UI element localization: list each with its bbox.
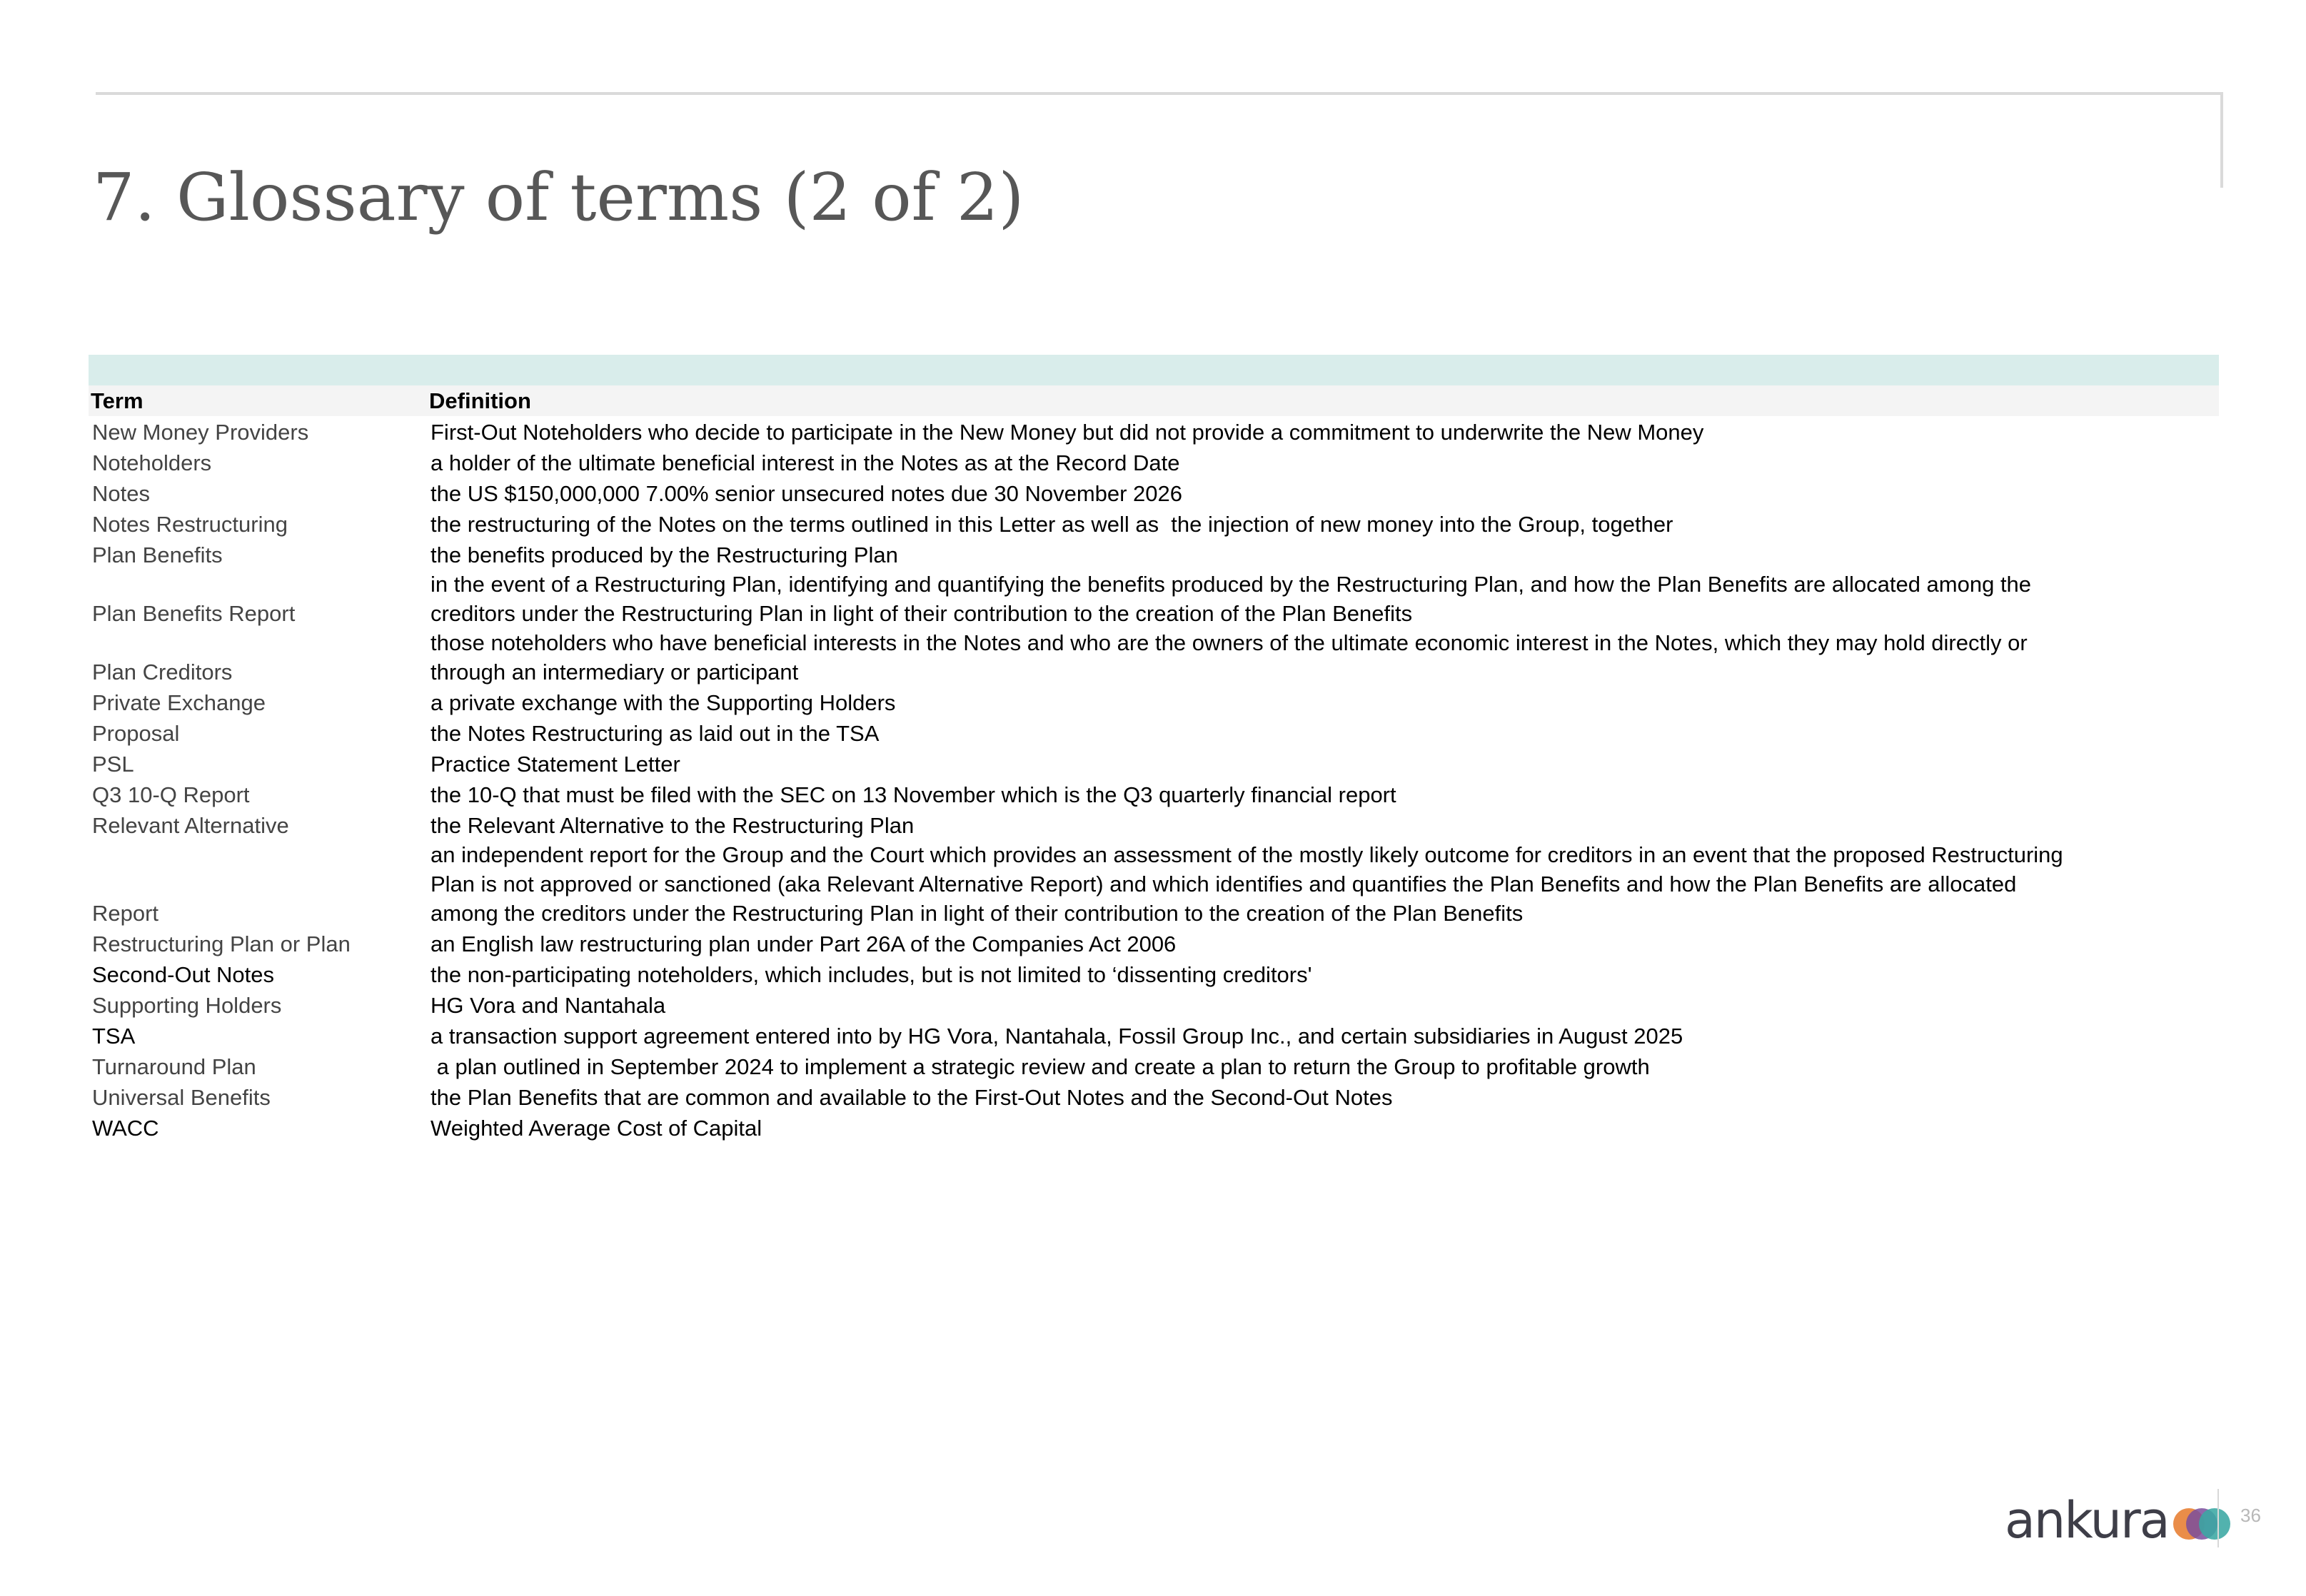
term-cell: Private Exchange: [92, 690, 266, 715]
term-cell: Report: [92, 901, 159, 926]
table-row: [89, 779, 2219, 809]
table-row: [89, 1020, 2219, 1051]
table-row: [89, 748, 2219, 779]
term-cell: TSA: [92, 1024, 136, 1049]
definition-cell: [427, 1083, 2219, 1112]
definition-column-header: Definition: [429, 388, 531, 413]
definition-line: among the creditors under the Restructuring Plan in light of their contribution to the creation of the Plan Benefits: [431, 901, 1524, 926]
definition-cell: [427, 991, 2219, 1020]
definition-line: in the event of a Restructuring Plan, identifying and quantifying the benefits produced by the Restructuring Plan, and how the Plan Benefits are allocated among the: [431, 572, 2032, 597]
definition-cell: [427, 688, 2219, 717]
definition-line: the non-participating noteholders, which includes, but is not limited to ‘dissenting creditors': [431, 962, 1312, 987]
glossary-table: [89, 385, 2219, 1143]
definition-cell: [427, 780, 2219, 809]
footer-divider: [2217, 1489, 2219, 1547]
definition-cell: [427, 749, 2219, 779]
term-cell: New Money Providers: [92, 420, 309, 445]
definition-cell: [427, 540, 2219, 570]
definition-cell: [427, 448, 2219, 478]
definition-cell: [427, 418, 2219, 447]
definition-line: the Plan Benefits that are common and available to the First-Out Notes and the Second-Out Notes: [431, 1085, 1393, 1110]
page-number: 36: [2240, 1505, 2261, 1526]
definition-line: the US $150,000,000 7.00% senior unsecured notes due 30 November 2026: [431, 481, 1183, 506]
term-cell: Relevant Alternative: [92, 813, 289, 838]
definition-cell: [427, 1113, 2219, 1143]
definition-line: Practice Statement Letter: [431, 752, 680, 777]
glossary-rows: [89, 416, 2219, 1143]
term-cell: Supporting Holders: [92, 993, 282, 1018]
definition-line: a transaction support agreement entered into by HG Vora, Nantahala, Fossil Group Inc., and certain subsidiaries in August 2025: [431, 1024, 1683, 1049]
corner-divider: [2220, 92, 2223, 188]
table-row: [89, 959, 2219, 989]
table-row: [89, 1112, 2219, 1143]
definition-line: HG Vora and Nantahala: [431, 993, 666, 1018]
table-row: [89, 628, 2219, 687]
term-cell: Notes: [92, 481, 150, 506]
table-row: [89, 1051, 2219, 1081]
definition-cell: [427, 479, 2219, 508]
table-header-row: [89, 385, 2219, 416]
table-row: [89, 447, 2219, 478]
definition-line: a private exchange with the Supporting Holders: [431, 690, 896, 715]
definition-cell: [427, 960, 2219, 989]
table-row: [89, 539, 2219, 570]
term-cell: Notes Restructuring: [92, 512, 288, 537]
term-cell: Plan Benefits: [92, 542, 223, 567]
term-cell: Plan Creditors: [92, 660, 233, 685]
definition-cell: [427, 1052, 2219, 1081]
table-row: [89, 989, 2219, 1020]
logo-circles-icon: [2172, 1501, 2232, 1547]
definition-cell: [427, 510, 2219, 539]
definition-cell: [427, 719, 2219, 748]
definition-cell: [427, 1021, 2219, 1051]
definition-line: Weighted Average Cost of Capital: [431, 1116, 762, 1141]
table-accent-band: [89, 355, 2219, 385]
definition-cell: [427, 929, 2219, 959]
logo-wordmark: ankura: [2005, 1491, 2169, 1550]
term-cell: PSL: [92, 752, 134, 777]
table-row: [89, 840, 2219, 928]
definition-line: the restructuring of the Notes on the terms outlined in this Letter as well as the injection of new money into the Group, together: [431, 512, 1673, 537]
term-cell: Q3 10-Q Report: [92, 782, 250, 807]
table-row: [89, 416, 2219, 447]
term-cell: Turnaround Plan: [92, 1054, 256, 1079]
table-row: [89, 1081, 2219, 1112]
term-cell: Universal Benefits: [92, 1085, 271, 1110]
definition-line: an English law restructuring plan under Part 26A of the Companies Act 2006: [431, 931, 1177, 956]
definition-line: a plan outlined in September 2024 to implement a strategic review and create a plan to return the Group to profitable growth: [431, 1054, 1650, 1079]
definition-line: through an intermediary or participant: [431, 660, 799, 685]
term-column-header: Term: [91, 388, 144, 413]
definition-line: First-Out Noteholders who decide to participate in the New Money but did not provide a commitment to underwrite the New Money: [431, 420, 1704, 445]
definition-line: Plan is not approved or sanctioned (aka Relevant Alternative Report) and which identifies and quantifies the Plan Benefits and how the Plan Benefits are allocated: [431, 872, 2017, 897]
definition-line: the benefits produced by the Restructuring Plan: [431, 542, 898, 567]
table-row: [89, 478, 2219, 508]
table-row: [89, 508, 2219, 539]
definition-line: creditors under the Restructuring Plan in light of their contribution to the creation of the Plan Benefits: [431, 601, 1413, 626]
term-cell: Plan Benefits Report: [92, 601, 296, 626]
definition-cell: [427, 628, 2219, 687]
page-title: 7. Glossary of terms (2 of 2): [93, 159, 1024, 236]
definition-line: a holder of the ultimate beneficial interest in the Notes as at the Record Date: [431, 450, 1180, 475]
term-cell: Second-Out Notes: [92, 962, 275, 987]
definition-cell: [427, 570, 2219, 628]
definition-line: the Notes Restructuring as laid out in the TSA: [431, 721, 880, 746]
definition-line: an independent report for the Group and the Court which provides an assessment of the mostly likely outcome for creditors in an event that the proposed Restructuring: [431, 842, 2063, 867]
term-cell: Restructuring Plan or Plan: [92, 931, 351, 956]
term-cell: Proposal: [92, 721, 180, 746]
table-row: [89, 717, 2219, 748]
term-cell: WACC: [92, 1116, 159, 1141]
top-divider: [96, 92, 2223, 95]
table-row: [89, 809, 2219, 840]
table-row: [89, 928, 2219, 959]
definition-line: those noteholders who have beneficial interests in the Notes and who are the owners of the ultimate economic interest in the Notes, which they may hold directly or: [431, 630, 2028, 655]
definition-cell: [427, 811, 2219, 840]
table-row: [89, 687, 2219, 717]
table-row: [89, 570, 2219, 628]
ankura-logo: [2005, 1491, 2232, 1550]
definition-line: the Relevant Alternative to the Restructuring Plan: [431, 813, 915, 838]
definition-line: the 10-Q that must be filed with the SEC on 13 November which is the Q3 quarterly financial report: [431, 782, 1396, 807]
term-cell: Noteholders: [92, 450, 212, 475]
definition-cell: [427, 840, 2219, 928]
